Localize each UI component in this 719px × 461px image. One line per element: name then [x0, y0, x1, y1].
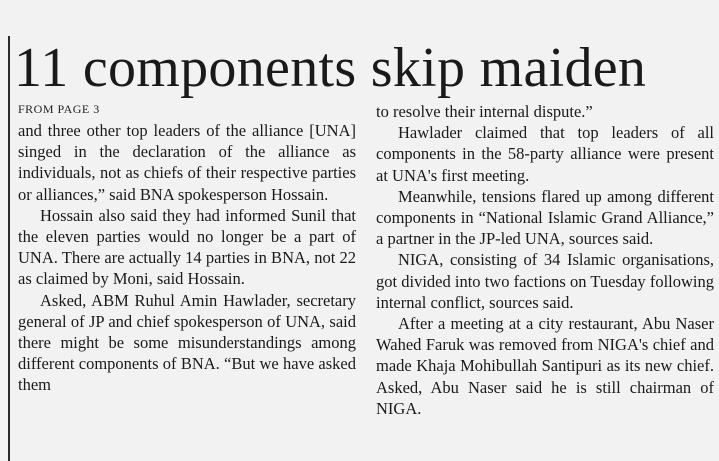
right-column	[376, 101, 714, 419]
paragraph: NIGA, consisting of 34 Islamic organisations, got divided into two factions on Tuesday following internal conflict, sources said.	[376, 250, 714, 312]
paragraph: Meanwhile, tensions flared up among different components in “National Islamic Grand Alliance,” a partner in the JP-led UNA, sources said.	[376, 186, 714, 249]
paragraph: Hossain also said they had informed Sunil that the eleven parties would no longer be a part of UNA. There are actually 14 parties in BNA, not 22 as claimed by Moni, said Hossain.	[18, 205, 356, 289]
top-margin	[0, 0, 719, 20]
paragraph: Asked, ABM Ruhul Amin Hawlader, secretary general of JP and chief spokesperson of UNA, said there might be some misunderstandings among different components of BNA. “But we have asked them	[18, 290, 356, 395]
paragraph: to resolve their internal dispute.”	[376, 102, 593, 121]
paragraph: Hawlader claimed that top leaders of all components in the 58-party alliance were present at UNA's first meeting.	[376, 123, 714, 185]
headline: 11 components skip maiden	[14, 37, 647, 99]
kicker: FROM PAGE 3	[18, 102, 100, 116]
column-rule	[8, 36, 10, 461]
paragraph: and three other top leaders of the alliance [UNA] singed in the declaration of the alliance as individuals, not as chiefs of their respective parties or alliances,” said BNA spokesperson Hossain.	[18, 121, 356, 204]
left-column	[18, 120, 356, 396]
paragraph: After a meeting at a city restaurant, Abu Naser Wahed Faruk was removed from NIGA's chief and made Khaja Mohibullah Santipuri as its new chief. Asked, Abu Naser said he is still chairman of NIGA.	[376, 314, 714, 418]
